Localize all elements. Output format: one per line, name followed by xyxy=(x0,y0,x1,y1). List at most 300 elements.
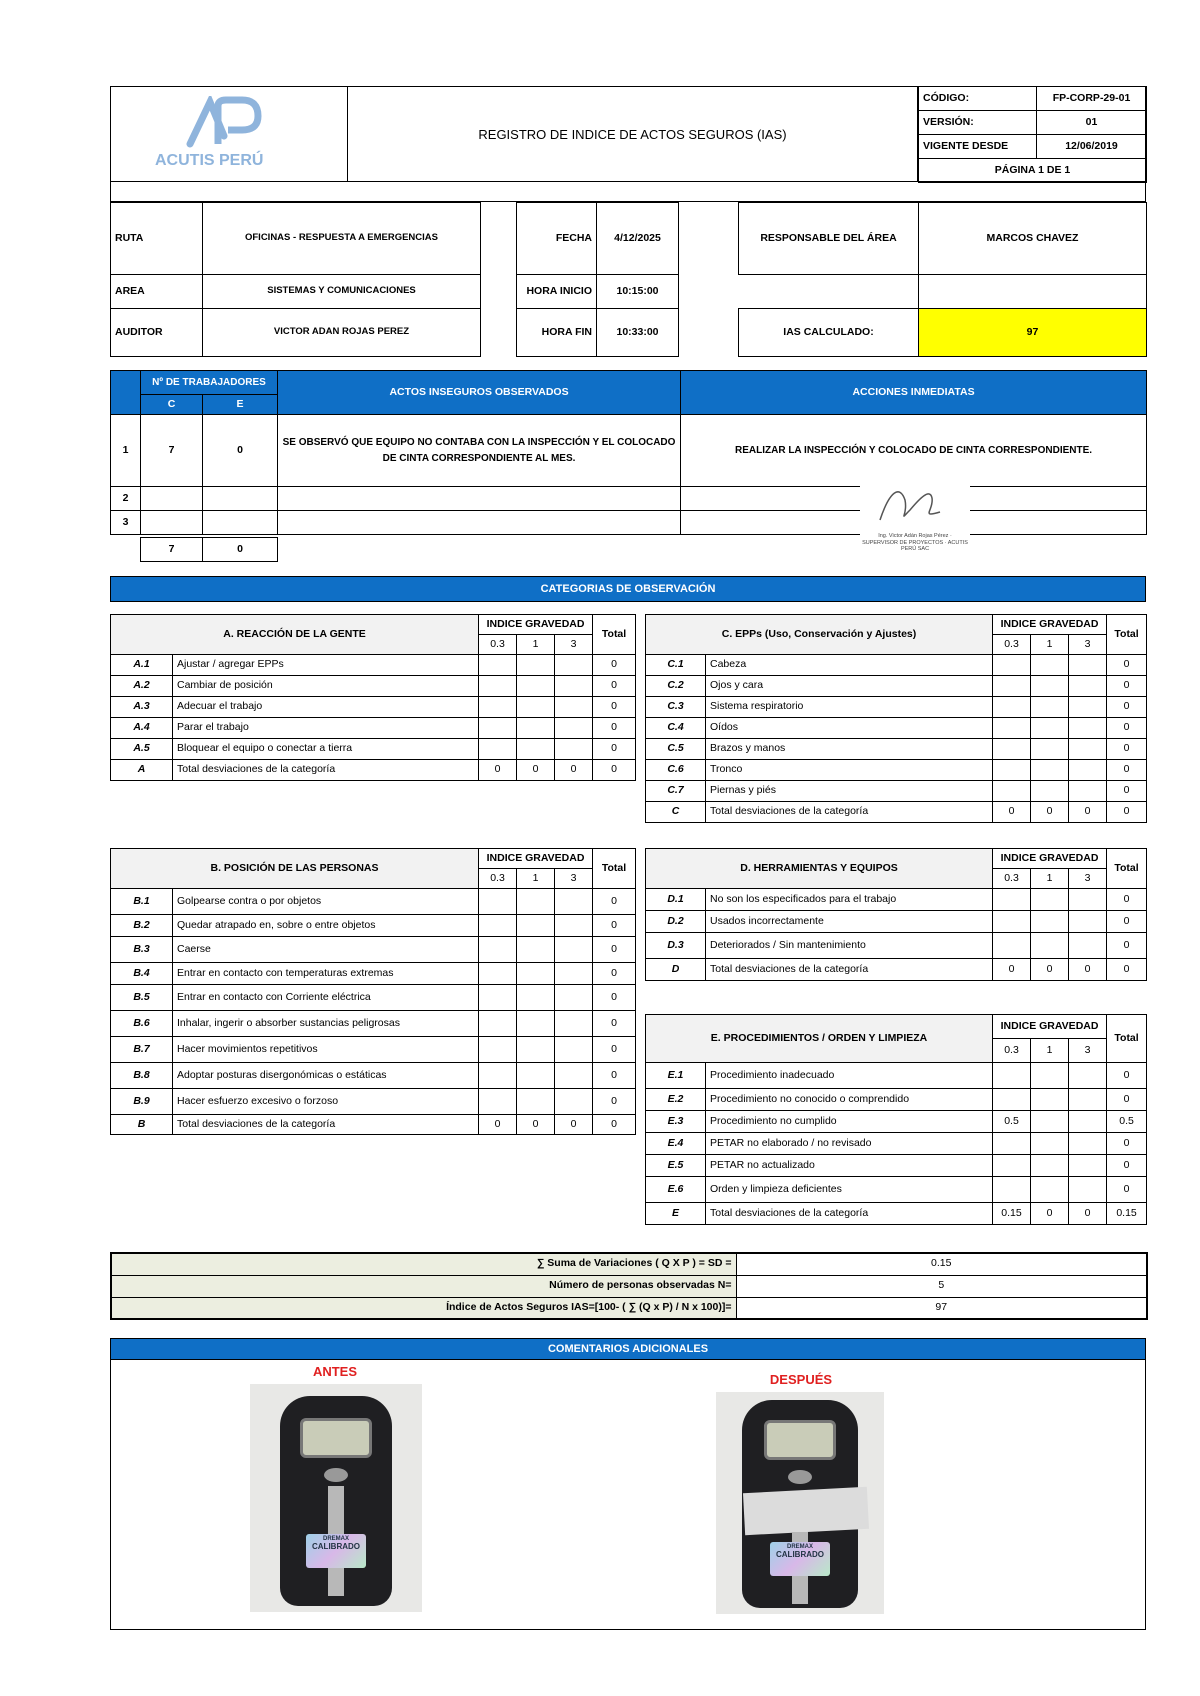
category-row xyxy=(646,676,1147,697)
row-desc: Piernas y piés xyxy=(706,781,993,802)
row-g1 xyxy=(479,676,517,697)
row-g3 xyxy=(555,739,593,760)
vigente-value: 12/06/2019 xyxy=(1037,135,1147,159)
row-g1 xyxy=(479,697,517,718)
row-g2 xyxy=(517,985,555,1011)
row-desc: Adecuar el trabajo xyxy=(173,697,479,718)
row-g3 xyxy=(1069,1155,1107,1177)
row-g2: 0 xyxy=(1031,1203,1069,1225)
row-g2 xyxy=(517,718,555,739)
ig-label: INDICE GRAVEDAD xyxy=(993,849,1107,869)
row-total: 0 xyxy=(1107,676,1147,697)
row-desc: Procedimiento no cumplido xyxy=(706,1111,993,1133)
ias-value: 97 xyxy=(919,309,1147,357)
row-total: 0 xyxy=(1107,933,1147,959)
row-total: 0 xyxy=(593,718,636,739)
ias-formula-value: 97 xyxy=(736,1297,1147,1319)
category-row xyxy=(111,697,636,718)
e-label: E xyxy=(203,395,278,415)
g3-label: 3 xyxy=(1069,635,1107,655)
sticker-brand: DREMAX xyxy=(322,1536,349,1542)
row-code: B.9 xyxy=(111,1089,173,1115)
device-button-icon xyxy=(324,1468,348,1482)
category-row xyxy=(111,985,636,1011)
row-g2: 0 xyxy=(517,1115,555,1135)
g3-label: 3 xyxy=(1069,869,1107,889)
category-row xyxy=(646,739,1147,760)
row-g1: 0.15 xyxy=(993,1203,1031,1225)
row-desc: Total desviaciones de la categoría xyxy=(173,1115,479,1135)
row-g3 xyxy=(555,718,593,739)
row-code: B.8 xyxy=(111,1063,173,1089)
category-row xyxy=(646,760,1147,781)
category-row xyxy=(646,1089,1147,1111)
cat-c-title: C. EPPs (Uso, Conservación y Ajustes) xyxy=(646,615,993,655)
hora-fin-label: HORA FIN xyxy=(517,309,597,357)
row-g1 xyxy=(479,1063,517,1089)
row-g2: 0 xyxy=(1031,959,1069,981)
c-label: C xyxy=(141,395,203,415)
actos-label: ACTOS INSEGUROS OBSERVADOS xyxy=(278,371,681,415)
row-total: 0 xyxy=(1107,760,1147,781)
observations-table xyxy=(110,370,1147,535)
row-desc: Deteriorados / Sin mantenimiento xyxy=(706,933,993,959)
n-value: 5 xyxy=(736,1275,1147,1297)
row-g3: 0 xyxy=(1069,959,1107,981)
row-code: C.7 xyxy=(646,781,706,802)
summary-table xyxy=(110,1252,1148,1320)
signature-scribble-icon xyxy=(860,480,970,530)
row-g1 xyxy=(479,985,517,1011)
row-code: A.4 xyxy=(111,718,173,739)
obs-row-acto: SE OBSERVÓ QUE EQUIPO NO CONTABA CON LA INSPECCIÓN Y EL COLOCADO DE CINTA CORRESPONDIENTE AL MES. xyxy=(278,415,681,487)
row-code: A.3 xyxy=(111,697,173,718)
row-g1 xyxy=(993,1177,1031,1203)
row-desc: Inhalar, ingerir o absorber sustancias peligrosas xyxy=(173,1011,479,1037)
g1-label: 0.3 xyxy=(479,869,517,889)
total-label: Total xyxy=(1107,849,1147,889)
row-total: 0 xyxy=(593,1063,636,1089)
row-g1 xyxy=(479,655,517,676)
row-g3 xyxy=(555,985,593,1011)
row-desc: Sistema respiratorio xyxy=(706,697,993,718)
obs-row-e xyxy=(203,487,278,511)
acciones-label: ACCIONES INMEDIATAS xyxy=(681,371,1147,415)
row-g1: 0 xyxy=(479,1115,517,1135)
row-g1 xyxy=(993,1089,1031,1111)
category-row xyxy=(111,963,636,985)
row-g2 xyxy=(1031,1177,1069,1203)
row-g3: 0 xyxy=(555,760,593,781)
row-g1 xyxy=(993,655,1031,676)
cat-e-table xyxy=(645,1014,1147,1225)
ias-formula-label: Índice de Actos Seguros IAS=[100- ( ∑ (Q x P) / N x 100)]= xyxy=(111,1297,736,1319)
row-code: D.1 xyxy=(646,889,706,911)
row-g1 xyxy=(479,1011,517,1037)
row-g2 xyxy=(1031,1133,1069,1155)
obs-row-number: 2 xyxy=(111,487,141,511)
row-code: B.3 xyxy=(111,937,173,963)
device-sticker xyxy=(306,1534,366,1568)
row-total: 0 xyxy=(593,739,636,760)
row-g3 xyxy=(1069,676,1107,697)
row-desc: Total desviaciones de la categoría xyxy=(706,1203,993,1225)
hora-inicio-label: HORA INICIO xyxy=(517,275,597,309)
row-desc: PETAR no actualizado xyxy=(706,1155,993,1177)
g1-label: 0.3 xyxy=(479,635,517,655)
obs-row-c: 7 xyxy=(141,415,203,487)
row-total: 0 xyxy=(1107,1155,1147,1177)
category-row xyxy=(111,1063,636,1089)
row-g3 xyxy=(1069,1089,1107,1111)
row-g1 xyxy=(479,1089,517,1115)
g2-label: 1 xyxy=(1031,635,1069,655)
row-g3 xyxy=(1069,1111,1107,1133)
categorias-bar: CATEGORIAS DE OBSERVACIÓN xyxy=(110,576,1146,602)
auditor-label: AUDITOR xyxy=(111,309,203,357)
row-g2 xyxy=(517,1063,555,1089)
row-code: B.2 xyxy=(111,915,173,937)
row-desc: Cabeza xyxy=(706,655,993,676)
row-g1 xyxy=(993,911,1031,933)
row-total: 0 xyxy=(593,1011,636,1037)
row-desc: Usados incorrectamente xyxy=(706,911,993,933)
row-g3 xyxy=(1069,697,1107,718)
g2-label: 1 xyxy=(1031,869,1069,889)
category-row xyxy=(646,1133,1147,1155)
row-total: 0 xyxy=(593,697,636,718)
row-code: B.1 xyxy=(111,889,173,915)
row-code: C.5 xyxy=(646,739,706,760)
g3-label: 3 xyxy=(555,635,593,655)
comentarios-bar: COMENTARIOS ADICIONALES xyxy=(110,1338,1146,1360)
area-value: SISTEMAS Y COMUNICACIONES xyxy=(203,275,481,309)
row-total: 0 xyxy=(1107,718,1147,739)
category-row xyxy=(111,760,636,781)
row-total: 0 xyxy=(593,985,636,1011)
row-total: 0 xyxy=(1107,1177,1147,1203)
g2-label: 1 xyxy=(517,869,555,889)
row-g1: 0 xyxy=(993,802,1031,823)
ig-label: INDICE GRAVEDAD xyxy=(479,849,593,869)
obs-corner xyxy=(111,371,141,415)
row-g1 xyxy=(993,1155,1031,1177)
category-row xyxy=(111,739,636,760)
row-code: E.3 xyxy=(646,1111,706,1133)
row-g2: 0 xyxy=(1031,802,1069,823)
row-g3 xyxy=(1069,889,1107,911)
device-tape xyxy=(743,1487,869,1535)
total-label: Total xyxy=(1107,1015,1147,1063)
row-code: E xyxy=(646,1203,706,1225)
cat-e-title: E. PROCEDIMIENTOS / ORDEN Y LIMPIEZA xyxy=(646,1015,993,1063)
cat-e-body xyxy=(646,1063,1147,1225)
row-total: 0 xyxy=(593,655,636,676)
despues-label: DESPUÉS xyxy=(769,1372,833,1387)
total-label: Total xyxy=(593,849,636,889)
row-desc: Hacer movimientos repetitivos xyxy=(173,1037,479,1063)
cat-d-body xyxy=(646,889,1147,981)
category-row xyxy=(111,889,636,915)
g2-label: 1 xyxy=(517,635,555,655)
category-row xyxy=(646,889,1147,911)
ias-label: IAS CALCULADO: xyxy=(739,309,919,357)
ig-label: INDICE GRAVEDAD xyxy=(993,615,1107,635)
obs-totals xyxy=(140,537,278,562)
category-row xyxy=(111,655,636,676)
row-desc: Golpearse contra o por objetos xyxy=(173,889,479,915)
row-g3 xyxy=(555,963,593,985)
row-total: 0 xyxy=(1107,1089,1147,1111)
category-row xyxy=(646,697,1147,718)
row-g1: 0 xyxy=(479,760,517,781)
row-total: 0 xyxy=(1107,911,1147,933)
row-total: 0 xyxy=(593,915,636,937)
row-total: 0 xyxy=(593,676,636,697)
logo-area xyxy=(110,86,348,182)
category-row xyxy=(111,676,636,697)
category-row xyxy=(111,1011,636,1037)
category-row xyxy=(646,781,1147,802)
version-value: 01 xyxy=(1037,111,1147,135)
row-code: E.5 xyxy=(646,1155,706,1177)
row-g3: 0 xyxy=(555,1115,593,1135)
cat-d-title: D. HERRAMIENTAS Y EQUIPOS xyxy=(646,849,993,889)
trab-label: Nº DE TRABAJADORES xyxy=(141,371,278,395)
cat-a-body xyxy=(111,655,636,781)
row-code: A xyxy=(111,760,173,781)
doc-meta-table xyxy=(918,86,1147,183)
row-g3 xyxy=(555,1063,593,1089)
row-g3 xyxy=(555,1089,593,1115)
category-row xyxy=(111,1115,636,1135)
row-code: B.4 xyxy=(111,963,173,985)
row-total: 0 xyxy=(1107,889,1147,911)
row-code: A.5 xyxy=(111,739,173,760)
obs-row-e: 0 xyxy=(203,415,278,487)
row-g1 xyxy=(479,963,517,985)
row-total: 0 xyxy=(1107,802,1147,823)
row-code: E.6 xyxy=(646,1177,706,1203)
obs-row-e xyxy=(203,511,278,535)
fecha-label: FECHA xyxy=(517,203,597,275)
row-g3: 0 xyxy=(1069,802,1107,823)
row-total: 0 xyxy=(1107,655,1147,676)
category-row xyxy=(646,1155,1147,1177)
g3-label: 3 xyxy=(555,869,593,889)
row-g1 xyxy=(479,739,517,760)
ruta-label: RUTA xyxy=(111,203,203,275)
row-total: 0 xyxy=(593,1089,636,1115)
obs-row-c xyxy=(141,511,203,535)
row-g1 xyxy=(993,760,1031,781)
row-total: 0 xyxy=(593,889,636,915)
category-row xyxy=(646,655,1147,676)
row-code: B.7 xyxy=(111,1037,173,1063)
row-code: A.1 xyxy=(111,655,173,676)
row-g1: 0 xyxy=(993,959,1031,981)
row-total: 0 xyxy=(593,963,636,985)
pagina-label: PÁGINA 1 DE 1 xyxy=(919,159,1147,183)
row-g1 xyxy=(993,718,1031,739)
logo-icon xyxy=(184,96,264,148)
row-g2 xyxy=(1031,739,1069,760)
sd-value: 0.15 xyxy=(736,1253,1147,1275)
row-code: C.6 xyxy=(646,760,706,781)
row-desc: Oídos xyxy=(706,718,993,739)
row-g2 xyxy=(517,889,555,915)
category-row xyxy=(646,802,1147,823)
row-g3 xyxy=(1069,781,1107,802)
row-desc: Hacer esfuerzo excesivo o forzoso xyxy=(173,1089,479,1115)
total-e: 0 xyxy=(203,538,278,562)
row-g1 xyxy=(479,1037,517,1063)
codigo-label: CÓDIGO: xyxy=(919,87,1037,111)
category-row xyxy=(111,1089,636,1115)
row-code: C.4 xyxy=(646,718,706,739)
photo-despues xyxy=(716,1392,884,1614)
row-desc: Entrar en contacto con Corriente eléctrica xyxy=(173,985,479,1011)
row-g3 xyxy=(1069,911,1107,933)
total-label: Total xyxy=(1107,615,1147,655)
category-row xyxy=(646,933,1147,959)
row-g2 xyxy=(1031,1089,1069,1111)
row-desc: Cambiar de posición xyxy=(173,676,479,697)
row-g1 xyxy=(993,1063,1031,1089)
total-label: Total xyxy=(593,615,636,655)
area-label: AREA xyxy=(111,275,203,309)
antes-label: ANTES xyxy=(312,1364,358,1379)
sticker-label: CALIBRADO xyxy=(776,1550,824,1559)
row-desc: Total desviaciones de la categoría xyxy=(706,802,993,823)
signature-text: Ing. Victor Adán Rojas Pérez · SUPERVISOR DE PROYECTOS · ACUTIS PERÚ SAC xyxy=(862,533,968,553)
row-g2 xyxy=(1031,1063,1069,1089)
row-desc: Brazos y manos xyxy=(706,739,993,760)
obs-row-acto xyxy=(278,487,681,511)
category-row xyxy=(646,718,1147,739)
row-g2 xyxy=(517,739,555,760)
row-g3 xyxy=(555,915,593,937)
row-g3 xyxy=(555,676,593,697)
row-code: E.2 xyxy=(646,1089,706,1111)
hora-fin-value: 10:33:00 xyxy=(597,309,679,357)
ruta-value: OFICINAS - RESPUESTA A EMERGENCIAS xyxy=(203,203,481,275)
cat-a-title: A. REACCIÓN DE LA GENTE xyxy=(111,615,479,655)
row-g3 xyxy=(1069,1063,1107,1089)
ig-label: INDICE GRAVEDAD xyxy=(479,615,593,635)
row-desc: Parar el trabajo xyxy=(173,718,479,739)
responsable-label: RESPONSABLE DEL ÁREA xyxy=(739,203,919,275)
row-desc: PETAR no elaborado / no revisado xyxy=(706,1133,993,1155)
total-c: 7 xyxy=(141,538,203,562)
row-total: 0.15 xyxy=(1107,1203,1147,1225)
row-g2 xyxy=(1031,655,1069,676)
row-code: D xyxy=(646,959,706,981)
sticker-label: CALIBRADO xyxy=(312,1542,360,1551)
category-row xyxy=(646,911,1147,933)
device-button-icon xyxy=(788,1470,812,1484)
row-code: C.1 xyxy=(646,655,706,676)
photo-antes xyxy=(250,1384,422,1612)
row-g2 xyxy=(1031,697,1069,718)
row-g2 xyxy=(1031,1155,1069,1177)
row-g2 xyxy=(1031,718,1069,739)
row-g1 xyxy=(479,718,517,739)
row-total: 0 xyxy=(1107,1063,1147,1089)
row-code: C.2 xyxy=(646,676,706,697)
row-g3 xyxy=(555,697,593,718)
ig-label: INDICE GRAVEDAD xyxy=(993,1015,1107,1039)
row-g2 xyxy=(517,655,555,676)
device-screen xyxy=(300,1418,372,1458)
row-g2 xyxy=(517,937,555,963)
row-g3 xyxy=(1069,655,1107,676)
row-total: 0.5 xyxy=(1107,1111,1147,1133)
row-g1 xyxy=(993,676,1031,697)
row-code: E.1 xyxy=(646,1063,706,1089)
row-desc: No son los especificados para el trabajo xyxy=(706,889,993,911)
category-row xyxy=(646,1063,1147,1089)
row-g3 xyxy=(1069,933,1107,959)
row-total: 0 xyxy=(593,937,636,963)
row-g2 xyxy=(1031,1111,1069,1133)
row-g1: 0.5 xyxy=(993,1111,1031,1133)
row-code: D.2 xyxy=(646,911,706,933)
row-g3: 0 xyxy=(1069,1203,1107,1225)
info-left-table xyxy=(110,202,481,357)
fecha-value: 4/12/2025 xyxy=(597,203,679,275)
row-g1 xyxy=(993,889,1031,911)
row-g2 xyxy=(1031,933,1069,959)
row-g2 xyxy=(1031,760,1069,781)
info-right-table xyxy=(738,202,1147,357)
row-g2 xyxy=(517,1037,555,1063)
device-sticker xyxy=(770,1542,830,1576)
category-row xyxy=(111,1037,636,1063)
row-total: 0 xyxy=(593,760,636,781)
row-g3 xyxy=(1069,718,1107,739)
row-g3 xyxy=(555,1037,593,1063)
row-g1 xyxy=(993,1133,1031,1155)
spacer-row xyxy=(110,182,1146,202)
row-desc: Entrar en contacto con temperaturas extremas xyxy=(173,963,479,985)
row-total: 0 xyxy=(593,1115,636,1135)
row-g1 xyxy=(479,915,517,937)
row-g3 xyxy=(1069,739,1107,760)
signature xyxy=(860,480,970,562)
version-label: VERSIÓN: xyxy=(919,111,1037,135)
row-desc: Total desviaciones de la categoría xyxy=(706,959,993,981)
row-g2 xyxy=(517,676,555,697)
sd-label: ∑ Suma de Variaciones ( Q X P ) = SD = xyxy=(111,1253,736,1275)
row-desc: Caerse xyxy=(173,937,479,963)
row-g1 xyxy=(993,739,1031,760)
row-desc: Quedar atrapado en, sobre o entre objetos xyxy=(173,915,479,937)
row-g2 xyxy=(517,1089,555,1115)
category-row xyxy=(111,915,636,937)
row-total: 0 xyxy=(1107,697,1147,718)
row-code: C xyxy=(646,802,706,823)
row-code: B xyxy=(111,1115,173,1135)
row-g1 xyxy=(993,781,1031,802)
row-desc: Adoptar posturas disergonómicas o estáticas xyxy=(173,1063,479,1089)
obs-row-c xyxy=(141,487,203,511)
row-g3 xyxy=(1069,760,1107,781)
category-row xyxy=(646,1203,1147,1225)
row-desc: Ojos y cara xyxy=(706,676,993,697)
row-desc: Orden y limpieza deficientes xyxy=(706,1177,993,1203)
row-code: C.3 xyxy=(646,697,706,718)
